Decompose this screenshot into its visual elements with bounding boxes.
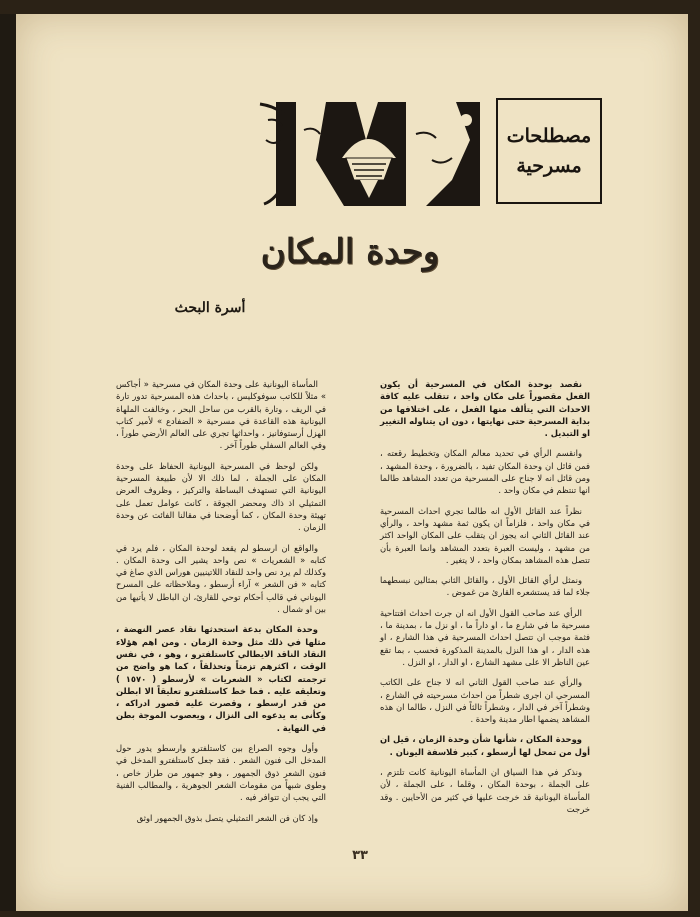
paragraph: ولكن لوحظ في المسرحية اليونانية الحفاظ على وحدة المكان على الجملة ، لما ذلك الا لأن طبيعة المسرحية اليونانية التي تستهدف البساطة والتركيز ، وظروف العرض التمثيلي اذ ذاك ومحضر الجوقة ، كانت عوامل تعمل على تهيئة وحدة المكان ، كما أوضحنا في مقالنا الفائت عن وحدة الزمان . [116,460,326,533]
paragraph: ونمثل لرأي القائل الأول ، والقائل الثاني بمثالين نبسطهما جلاء لما قد يستشعره القارئ من غموض . [380,575,590,598]
paragraph: وإذ كان فن الشعر التمثيلي يتصل بذوق الجمهور اوثق [136,812,318,823]
paragraph: المأساة اليونانية على وحدة المكان في مسرحية « أجاكس » مثلاً للكاتب سوفوكليس ، باحداث هذه المسرحية تدور تارة في الريف ، وتارة بالقرب من ساحل البحر ، وخالفت الملهاة اليونانية هذه القاعدة في مسرحية « الضفادع » لأمير كتاب الهزل أرستوفانيز ، واحداثها تجري على العالم الأرضي طوراً ، وفي العالم السفلي طوراً آخر . [116,379,326,451]
paragraph: ووحدة المكان ، شأنها شأن وحدة الزمان ، قيل ان أول من تمحل لها أرسطو ، كبير فلاسفة اليونان . [380,734,590,757]
masks-illustration [256,100,484,208]
paragraph: الرأي عند صاحب القول الأول انه ان جرت احداث افتتاحية مسرحية ما في شارع ما ، او داراً ما ، او نزل ما ، بمدينة ما ، فثمة موجب ان تتصل احداث المسرحية في هذا الشارع ، او هذه الدار ، او هذا النزل بالمدينة المذكورة فحسب ، بما تقع عين الناظر الا على مشهد الشارع ، او الدار ، او النزل . [380,607,590,667]
paragraph: ونذكر في هذا السياق ان المأساة اليونانية كانت تلتزم ، على الجملة ، بوحدة المكان ، وقلما ، على الجملة ، لأن المأساة اليونانية قد خرجت عليها في كثير من الأحايين . وقد خرجت [380,767,590,814]
page-number: ٣٣ [352,848,368,863]
text-column-left [116,378,326,832]
paragraph: وحدة المكان بدعة استحدثها نقاد عصر النهضة ، مثلها في ذلك مثل وحدة الزمان . ومن اهم هؤلاء النقاد الناقد الايطالي كاستلفترو ، وهو ، في نفس الوقت ، اكثرهم تزمتاً وتحذلقاً ، كما هو واضح من ترجمته لكتاب « الشعريات » لأرسطو ( ١٥٧٠ ) وتعليقه عليه . فما خط كاستلفترو تعليقاً الا ابطلن من قدر ارسطو ، وقصرت عليه قصور ادراكه ، وكأنى به يدعوه الى النزال ، ويعصوب الموجة بطن في النهاية . [116,624,326,733]
article-title: وحدة المكان [260,232,440,272]
series-header [256,98,602,216]
text-column-right [380,378,590,823]
series-label-line1: مصطلحات [506,125,592,147]
article-author: أسرة البحث [174,300,246,316]
paragraph: وأول وجوه الصراع بين كاستلفترو وارسطو يدور حول المدخل الى فنون الشعر . فقد جعل كاستلفترو المدخل في فنون الشعر ذوق الجمهور ، وهو جمهور من طراز خاص ، وطوى شبهاً من مقومات الشعر الجوهرية ، والمطالب الفنية التي يجب ان تتوافر فيه . [116,743,326,803]
paragraph: والواقع ان ارسطو لم يقعد لوحدة المكان ، فلم يرد في كتابه « الشعريات » نص واحد يشير الى وحدة المكان . وكذلك لم يرد نص واحد للنقاد اللاتينيين هوراس الذي صاغ في كتابه « فن الشعر » آراء أرسطو ، وملاحظاته على المسرح اليوناني في قالب أحكام توحي للقارئ، ان الباطل لا يأتيها من بين او شمال . [116,542,326,615]
series-label-line2: مسرحية [516,155,582,177]
paragraph: وانقسم الرأي في تحديد معالم المكان وتخطيط رقعته ، فمن قائل ان وحدة المكان تفيد ، بالضرورة ، وحدة المشهد ، ومن قائل انه لا جناح على المسرحية من تعدد المشاهد طالما انها تنتظم في مكان واحد . [380,448,590,496]
series-label-box [496,98,602,204]
paragraph: نقصد بوحدة المكان في المسرحية أن يكون الفعل مقصوراً على مكان واحد ، تتقلب عليه كافة الاحداث التي يتألف منها الفعل ، على اختلافها من بداية المسرحية حتى نهايتها ، دون ان يتناوله التغيير او التبديل . [380,379,590,439]
paragraph: نظراً عند القائل الأول انه طالما تجري احداث المسرحية في مكان واحد ، فلزاماً ان يكون ثمة مشهد واحد ، والرأي عند القائل الثاني انه يجوز ان يتقلب على المكان الواحد اكثر من مشهد ، وليست العبرة بتعدد المشاهد وانما العبرة بأن تتصل هذه المشاهد بمكان واحد ، لا يتغير . [380,505,590,565]
paragraph: والرأي عند صاحب القول الثاني انه لا جناح على الكاتب المسرحي ان اجرى شطراً من احداث مسرحيته في الشارع ، وشطراً آخر في الدار ، وشطراً ثالثاً في النزل ، طالما ان هذه المشاهد يضمها اطار مدينة واحدة . [380,677,590,725]
